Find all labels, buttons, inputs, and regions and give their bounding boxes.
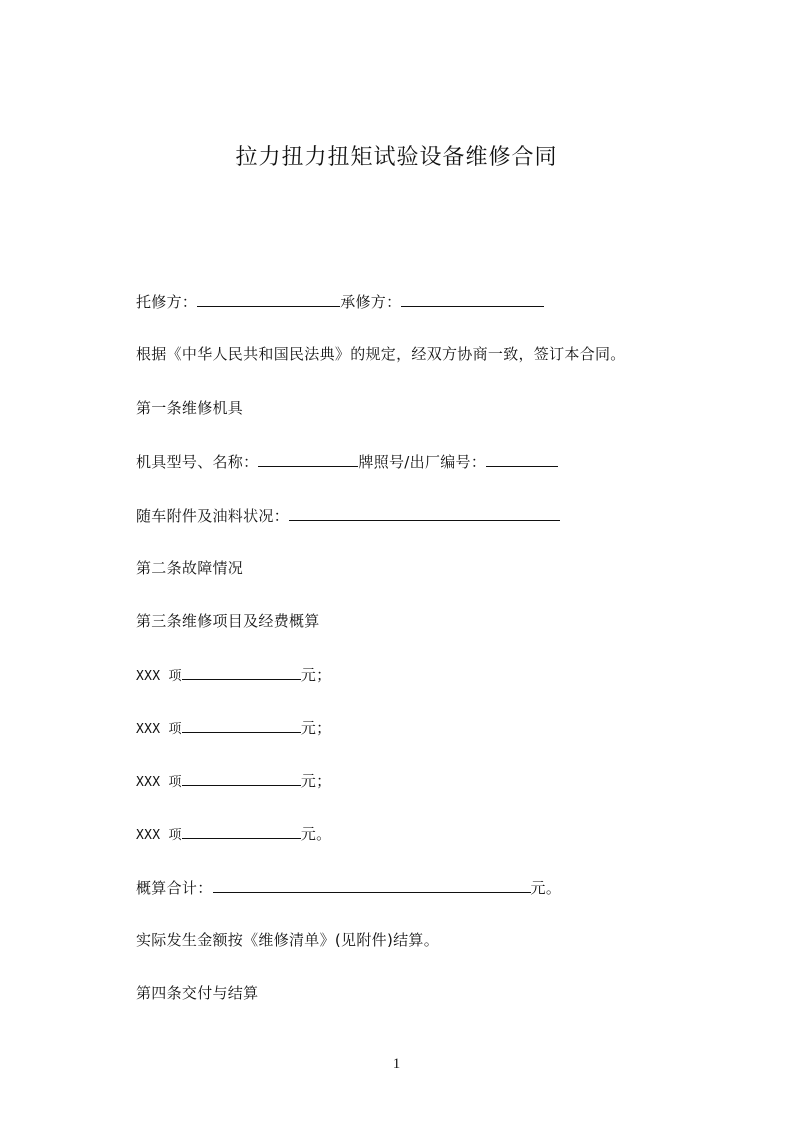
article3-heading: 第三条维修项目及经费概算 <box>136 612 320 630</box>
page-number: 1 <box>392 1056 401 1072</box>
model-label: 机具型号、名称： <box>136 453 259 471</box>
client-label: 托修方： <box>136 293 198 311</box>
preamble-text: 根据《中华人民共和国民法典》的规定，经双方协商一致，签订本合同。 <box>136 345 626 363</box>
cost-item <box>136 717 331 740</box>
parties-line <box>136 291 544 312</box>
cost-item-suffix: 元； <box>300 772 332 790</box>
contractor-label: 承修方： <box>340 293 402 311</box>
cost-item-prefix: XXX 项 <box>136 669 182 684</box>
contractor-blank[interactable] <box>401 291 544 307</box>
cost-item <box>136 823 331 846</box>
machine-line <box>136 451 558 472</box>
cost-item-suffix: 元。 <box>300 825 332 843</box>
attachments-label: 随车附件及油料状况： <box>136 507 290 525</box>
estimate-blank[interactable] <box>213 877 531 893</box>
article4-heading: 第四条交付与结算 <box>136 984 259 1002</box>
cost-item-suffix: 元； <box>300 666 332 684</box>
settlement-note: 实际发生金额按《维修清单》(见附件)结算。 <box>136 931 440 949</box>
estimate-total-line <box>136 877 561 898</box>
client-blank[interactable] <box>197 291 340 307</box>
attachments-line <box>136 505 560 526</box>
attachments-blank[interactable] <box>289 505 560 521</box>
cost-item-prefix: XXX 项 <box>136 722 182 737</box>
plate-blank[interactable] <box>486 451 558 467</box>
cost-item-blank[interactable] <box>182 664 301 680</box>
cost-item-blank[interactable] <box>182 717 301 733</box>
estimate-suffix: 元。 <box>530 879 562 897</box>
cost-item <box>136 770 331 793</box>
article1-heading: 第一条维修机具 <box>136 399 244 417</box>
cost-item-prefix: XXX 项 <box>136 828 182 843</box>
cost-item-blank[interactable] <box>182 823 301 839</box>
article2-heading: 第二条故障情况 <box>136 559 244 577</box>
cost-item-suffix: 元； <box>300 719 332 737</box>
cost-item <box>136 664 331 687</box>
model-blank[interactable] <box>258 451 358 467</box>
contract-title: 拉力扭力扭矩试验设备维修合同 <box>235 145 558 170</box>
estimate-label: 概算合计： <box>136 879 213 897</box>
cost-item-blank[interactable] <box>182 770 301 786</box>
plate-label: 牌照号/出厂编号： <box>358 453 487 471</box>
cost-item-prefix: XXX 项 <box>136 775 182 790</box>
